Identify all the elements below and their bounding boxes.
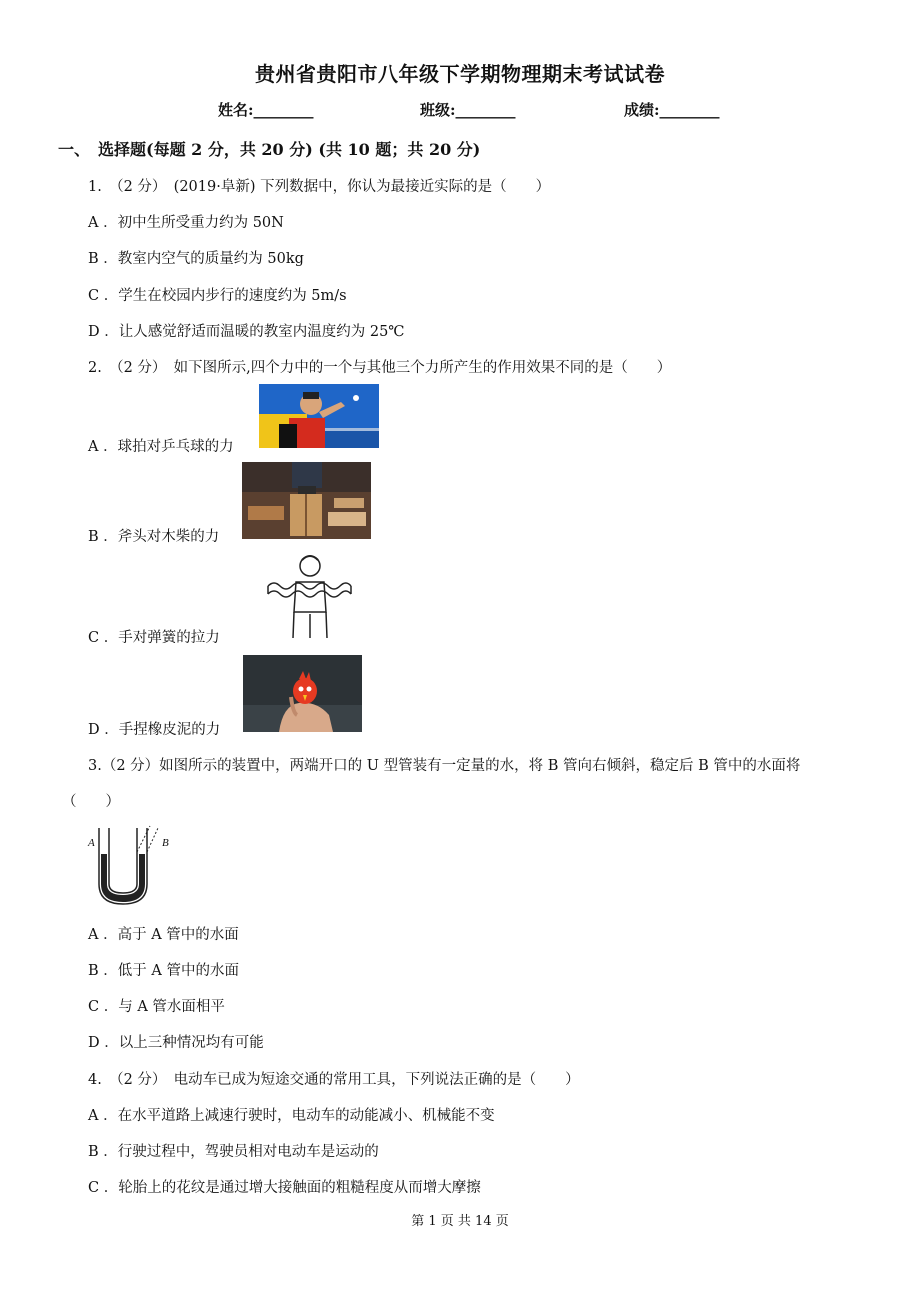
question-2-option-a: A ．球拍对乒乓球的力	[88, 439, 234, 455]
hands-pulling-spring-image	[266, 552, 353, 640]
question-1-stem: 1. （2 分） (2019·阜新) 下列数据中，你认为最接近实际的是（ ）	[88, 179, 551, 195]
question-3-option-b: B ．低于 A 管中的水面	[88, 963, 239, 979]
question-2-stem: 2. （2 分） 如下图所示,四个力中的一个与其他三个力所产生的作用效果不同的是（ ）	[88, 360, 672, 376]
question-1-option-b: B ．教室内空气的质量约为 50kg	[88, 251, 304, 267]
page-footer: 第 1 页 共 14 页	[411, 1214, 509, 1229]
question-4-option-a: A ．在水平道路上减速行驶时，电动车的动能减小、机械能不变	[88, 1108, 495, 1124]
tube-a-label: A	[88, 837, 95, 849]
section-heading: 一、 选择题(每题 2 分，共 20 分) (共 10 题；共 20 分)	[58, 140, 481, 159]
question-3-option-d: D ．以上三种情况均有可能	[88, 1035, 264, 1051]
hand-squeezing-clay-image	[243, 655, 362, 732]
score-field-label: 成绩:________	[624, 101, 720, 119]
ping-pong-player-image	[259, 384, 379, 448]
question-4-option-b: B ．行驶过程中，驾驶员相对电动车是运动的	[88, 1144, 379, 1160]
question-2-option-d: D ．手捏橡皮泥的力	[88, 722, 221, 738]
question-4-stem: 4. （2 分） 电动车已成为短途交通的常用工具，下列说法正确的是（ ）	[88, 1072, 580, 1088]
question-1-option-a: A ．初中生所受重力约为 50N	[88, 215, 284, 231]
question-3-stem-line2: （ ）	[62, 794, 120, 810]
class-field-label: 班级:________	[420, 101, 516, 119]
tube-b-label: B	[162, 837, 169, 849]
u-tube-diagram	[86, 822, 178, 906]
page-title: 贵州省贵阳市八年级下学期物理期末考试试卷	[255, 62, 665, 86]
question-3-option-a: A ．高于 A 管中的水面	[88, 927, 239, 943]
question-3-stem-line1: 3.（2 分）如图所示的装置中，两端开口的 U 型管装有一定量的水，将 B 管向右倾斜，稳定后 B 管中的水面将	[88, 758, 801, 774]
question-2-option-b: B ．斧头对木柴的力	[88, 529, 220, 545]
question-3-option-c: C ．与 A 管水面相平	[88, 999, 225, 1015]
question-1-option-c: C ．学生在校园内步行的速度约为 5m/s	[88, 288, 347, 304]
axe-splitting-wood-image	[242, 462, 371, 539]
question-2-option-c: C ．手对弹簧的拉力	[88, 630, 220, 646]
name-field-label: 姓名:________	[218, 101, 314, 119]
question-4-option-c: C ．轮胎上的花纹是通过增大接触面的粗糙程度从而增大摩擦	[88, 1180, 481, 1196]
question-1-option-d: D ．让人感觉舒适而温暖的教室内温度约为 25℃	[88, 324, 405, 340]
